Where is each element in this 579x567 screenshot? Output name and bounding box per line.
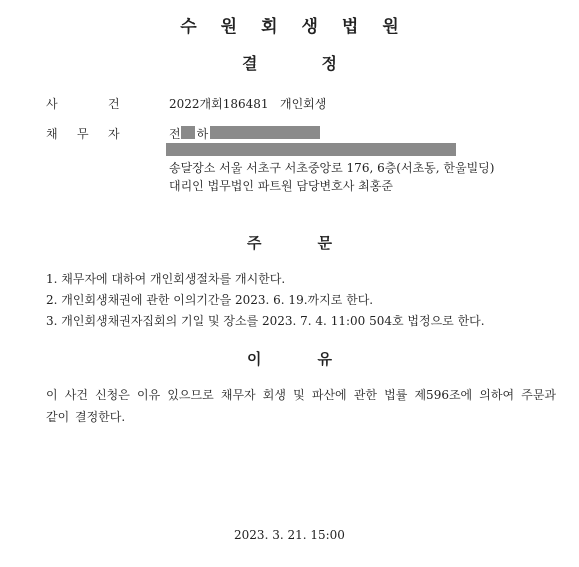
redaction-block: [210, 126, 320, 139]
debtor-label-char-2: 무: [77, 127, 89, 141]
court-name: 수원회생법원: [180, 17, 423, 37]
case-number: 2022개회186481: [169, 97, 269, 111]
debtor-label-char-3: 자: [108, 127, 120, 141]
redaction-block: [166, 143, 456, 156]
order-item: 2. 개인회생채권에 관한 이의기간을 2023. 6. 19.까지로 한다.: [46, 293, 374, 307]
debtor-name-prefix: 전: [169, 127, 181, 141]
debtor-name-suffix: 하: [196, 127, 209, 141]
debtor-label-char-1: 채: [46, 127, 58, 141]
service-address: 송달장소 서울 서초구 서초중앙로 176, 6층(서초동, 한울빌딩): [169, 161, 495, 175]
reason-text: 이 사건 신청은 이유 있으므로 채무자 회생 및 파산에 관한 법률 제596조에 의하여 주문과 같이 결정한다.: [46, 388, 556, 424]
order-title: 주문: [247, 234, 388, 252]
reason-title: 이유: [247, 350, 388, 368]
order-item: 3. 개인회생채권자집회의 기일 및 장소를 2023. 7. 4. 11:00 504호 법정으로 한다.: [46, 314, 485, 328]
case-label-char-1: 사: [46, 97, 58, 111]
redaction-block: [181, 126, 195, 139]
document-title: 결정: [242, 54, 401, 73]
case-label-char-2: 건: [108, 97, 120, 111]
debtor-agent: 대리인 법무법인 파트원 담당변호사 최홍준: [169, 179, 393, 193]
order-item: 1. 채무자에 대하여 개인회생절차를 개시한다.: [46, 272, 286, 286]
case-value: [169, 95, 326, 112]
debtor-label: [46, 125, 139, 142]
case-label: [46, 95, 139, 112]
case-type: 개인회생: [280, 97, 327, 111]
decision-date: 2023. 3. 21. 15:00: [234, 528, 345, 542]
